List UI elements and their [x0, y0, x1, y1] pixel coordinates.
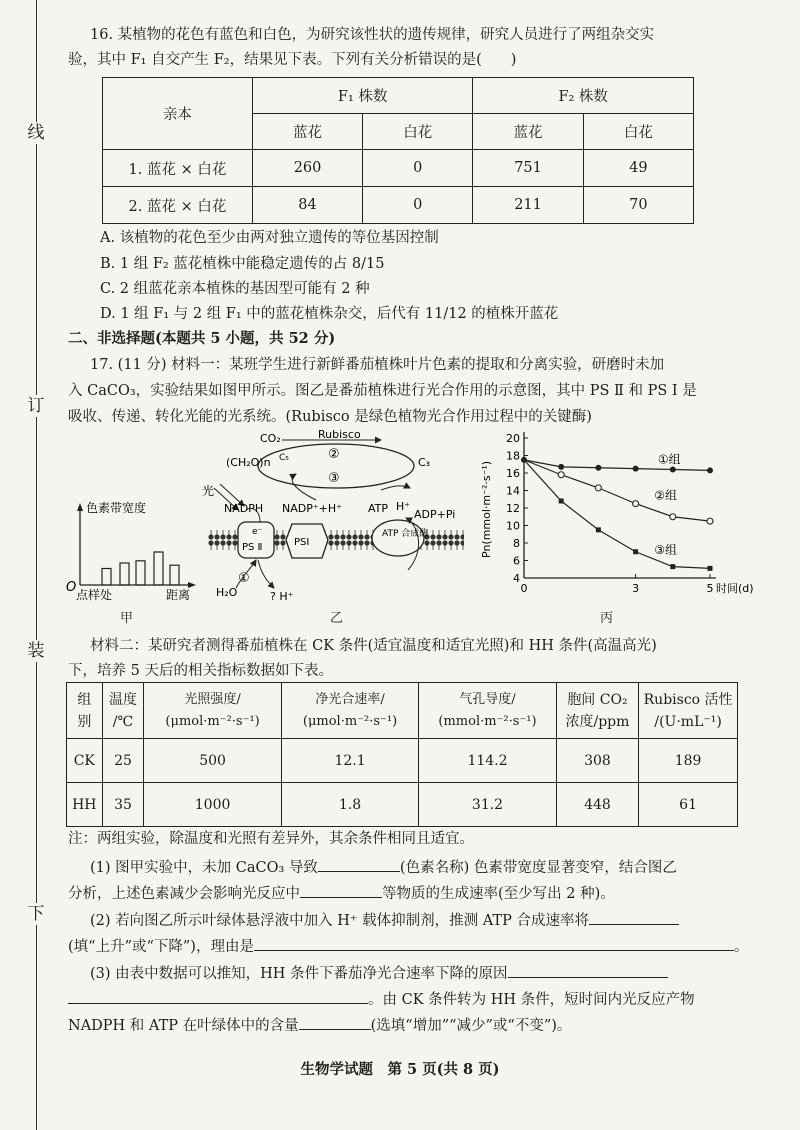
q17-sub2-blank-2[interactable]: [254, 935, 734, 951]
q16-head-f1-blue: 蓝花: [252, 114, 362, 150]
table-cell: 308: [556, 739, 638, 783]
q17-sub1-line2: [68, 882, 758, 904]
pigment-band-bar: [170, 565, 179, 585]
yi-ps2: PS Ⅱ: [242, 542, 263, 553]
data-point: [633, 549, 638, 554]
q17-sub2-blank-1[interactable]: [589, 909, 679, 925]
section2-title: 二、非选择题(本题共 5 小题，共 52 分): [68, 330, 336, 347]
table-cell: 2. 蓝花 × 白花: [103, 187, 253, 224]
q16-head-f1: F₁ 株数: [252, 78, 473, 114]
figure-jia-caption: 甲: [120, 611, 134, 626]
bing-y-tick-label: 16: [506, 467, 520, 480]
q16-head-f2: F₂ 株数: [473, 78, 694, 114]
header-line: /℃: [112, 713, 134, 730]
table-row: [103, 150, 694, 187]
jia-y-arrow: [77, 503, 83, 511]
table-header-cell: [67, 683, 103, 739]
table-cell: 70: [583, 187, 693, 224]
header-line: 气孔导度/: [459, 691, 516, 707]
q17-note: 注：两组实验，除温度和光照有差异外，其余条件相同且适宜。: [68, 831, 474, 847]
header-line: 别: [77, 713, 92, 730]
series-label-2: ②组: [654, 488, 677, 503]
table-cell: 114.2: [419, 739, 556, 783]
table-cell: 61: [639, 783, 738, 827]
table-header-row: [67, 683, 738, 739]
figure-jia: [66, 495, 206, 605]
q17-sub3-text-c: NADPH 和 ATP 在叶绿体中的含量: [68, 1018, 299, 1034]
header-line: Rubisco 活性: [643, 691, 733, 708]
q17-material2-line1: 材料二：某研究者测得番茄植株在 CK 条件(适宜温度和适宜光照)和 HH 条件(高温高光): [90, 638, 657, 654]
series-line-1: [524, 460, 710, 471]
table-cell: HH: [67, 783, 103, 827]
q17-sub1-blank-1[interactable]: [318, 856, 400, 872]
bing-x-tick-label: 5: [706, 582, 714, 595]
bing-y-tick-label: 20: [506, 432, 520, 445]
bing-xlabel: 时间(d): [716, 582, 754, 595]
q17-sub3-text-d: (选填“增加”“减少”或“不变”)。: [370, 1018, 572, 1034]
q17-sub2-text-b: (填“上升”或“下降”)，理由是: [68, 939, 254, 955]
yi-c3: C₃: [418, 456, 431, 469]
header-line: 温度: [108, 691, 137, 708]
yi-e-minus: e⁻: [252, 527, 263, 537]
q17-material1-line1: 17. (11 分) 材料一：某班学生进行新鲜番茄植株叶片色素的提取和分离实验，研磨时未加: [90, 357, 665, 373]
yi-co2: CO₂: [260, 432, 281, 445]
table-row: [103, 187, 694, 224]
data-point: [708, 566, 713, 571]
figure-yi-caption: 乙: [330, 611, 344, 626]
header-line: 净光合速率/: [315, 691, 385, 707]
yi-step-1: ①: [238, 571, 250, 586]
table-cell: 751: [473, 150, 583, 187]
q17-sub2-line1: [90, 909, 780, 931]
table-cell: 1000: [144, 783, 281, 827]
q17-sub2-text-a: (2) 若向图乙所示叶绿体悬浮液中加入 H⁺ 载体抑制剂，推测 ATP 合成速率将: [90, 913, 589, 929]
q17-sub3-line1: [90, 962, 780, 984]
table-row: [67, 783, 738, 827]
q17-sub1-text-d: 等物质的生成速率(至少写出 2 种)。: [382, 886, 615, 902]
q17-sub3-line3: [68, 1014, 758, 1036]
bing-y-tick-label: 18: [506, 449, 520, 463]
table-cell: 0: [363, 150, 473, 187]
header-line: (μmol·m⁻²·s⁻¹): [165, 713, 260, 729]
table-cell: 448: [556, 783, 638, 827]
q16-option-d: D. 1 组 F₁ 与 2 组 F₁ 中的蓝花植株杂交，后代有 11/12 的植株开蓝花: [100, 306, 559, 322]
data-point: [558, 472, 564, 478]
q16-head-parent: 亲本: [103, 78, 253, 150]
yi-nadph: NADPH: [224, 502, 264, 515]
q17-sub3-blank-2[interactable]: [68, 988, 368, 1004]
yi-ch2o: (CH₂O)n: [226, 456, 271, 469]
table-header-cell: [281, 683, 418, 739]
table-cell: 1. 蓝花 × 白花: [103, 150, 253, 187]
series-label-1: ①组: [657, 452, 681, 467]
bing-y-tick-label: 10: [506, 519, 520, 533]
data-point: [558, 464, 564, 470]
yi-adp: ADP+Pi: [414, 508, 456, 521]
q17-material2-line2: 下，培养 5 天后的相关指标数据如下表。: [68, 663, 333, 679]
series-line-3: [524, 460, 710, 569]
table-header-cell: [419, 683, 556, 739]
pigment-band-bar: [136, 561, 145, 585]
table-cell: 31.2: [419, 783, 556, 827]
table-cell: 0: [363, 187, 473, 224]
margin-char-xian: 线: [27, 123, 45, 143]
q17-sub3-text-a: (3) 由表中数据可以推知，HH 条件下番茄净光合速率下降的原因: [90, 966, 508, 982]
yi-h2o: H₂O: [216, 586, 238, 599]
margin-char-zhuang: 装: [27, 641, 45, 661]
q17-sub3-blank-3[interactable]: [299, 1014, 371, 1030]
figure-bing-chart: [478, 428, 754, 608]
q17-sub1-line1: [90, 856, 780, 878]
bing-ylabel: Pn(mmol·m⁻²·s⁻¹): [480, 460, 493, 558]
header-line: 胞间 CO₂: [567, 691, 628, 708]
q17-sub1-blank-2[interactable]: [300, 882, 382, 898]
yi-cycle-2: ②: [328, 447, 340, 462]
table-header-cell: [556, 683, 638, 739]
header-line: (μmol·m⁻²·s⁻¹): [302, 713, 398, 729]
margin-char-ding: 订: [27, 396, 45, 416]
q17-sub1-text-c: 分析，上述色素减少会影响光反应中: [68, 886, 300, 902]
q16-table: [102, 77, 694, 224]
yi-c5: C₅: [279, 453, 289, 463]
pigment-band-bar: [154, 552, 163, 585]
bing-x-tick-label: 3: [632, 582, 640, 595]
table-cell: 260: [252, 150, 362, 187]
q17-sub2-line2: [68, 935, 758, 957]
q16-head-f1-white: 白花: [363, 114, 473, 150]
jia-origin: O: [66, 580, 77, 595]
table-cell: 35: [102, 783, 144, 827]
bing-y-tick-label: 12: [506, 502, 520, 515]
q17-table: [66, 682, 738, 827]
table-cell: 49: [583, 150, 693, 187]
figure-yi: [196, 430, 476, 610]
bing-x-tick-label: 0: [520, 582, 528, 595]
data-point: [595, 465, 601, 471]
data-point: [707, 467, 713, 473]
q16-head-f2-white: 白花: [583, 114, 693, 150]
series-label-3: ③组: [654, 542, 677, 557]
pigment-band-bar: [102, 569, 111, 586]
jia-xlabel-left: 点样处: [76, 588, 113, 602]
yi-atp: ATP: [368, 502, 389, 515]
table-header-cell: [144, 683, 281, 739]
jia-ylabel: 色素带宽度: [86, 501, 147, 515]
data-point: [595, 485, 601, 491]
q17-sub3-line2: [68, 988, 758, 1010]
table-cell: 84: [252, 187, 362, 224]
table-cell: 12.1: [281, 739, 418, 783]
q17-sub3-text-b: 。由 CK 条件转为 HH 条件，短时间内光反应产物: [368, 992, 695, 1008]
atp-cycle-arrow: [381, 486, 410, 490]
q17-material1-line3: 吸收、传递、转化光能的光系统。(Rubisco 是绿色植物光合作用过程中的关键酶): [68, 409, 592, 425]
table-cell: 500: [144, 739, 281, 783]
q17-sub3-blank-1[interactable]: [508, 962, 668, 978]
table-cell: CK: [67, 739, 103, 783]
q16-head-f2-blue: 蓝花: [473, 114, 583, 150]
q16-option-c: C. 2 组蓝花亲本植株的基因型可能有 2 种: [100, 281, 370, 297]
yi-q-h: ? H⁺: [270, 590, 294, 603]
data-point: [633, 501, 639, 507]
pigment-band-bar: [120, 563, 129, 585]
table-header-cell: [102, 683, 144, 739]
header-line: 光照强度/: [184, 691, 241, 707]
yi-rubisco: Rubisco: [318, 428, 361, 441]
table-cell: 189: [639, 739, 738, 783]
header-line: /(U·mL⁻¹): [654, 713, 722, 730]
jia-xlabel-right: 距离: [166, 588, 191, 602]
yi-nadp: NADP⁺+H⁺: [282, 502, 342, 515]
table-row: [67, 739, 738, 783]
header-line: (mmol·m⁻²·s⁻¹): [438, 713, 537, 729]
table-cell: 25: [102, 739, 144, 783]
q17-sub1-text-a: (1) 图甲实验中，未加 CaCO₃ 导致: [90, 860, 318, 876]
q16-option-a: A. 该植物的花色至少由两对独立遗传的等位基因控制: [100, 230, 439, 246]
q17-material1-line2: 入 CaCO₃，实验结果如图甲所示。图乙是番茄植株进行光合作用的示意图，其中 PS Ⅱ 和 PS Ⅰ 是: [68, 383, 697, 399]
data-point: [670, 467, 676, 473]
table-header-cell: [639, 683, 738, 739]
bing-y-tick-label: 14: [506, 484, 520, 498]
data-point: [670, 564, 675, 569]
yi-h-plus: H⁺: [396, 500, 411, 513]
binding-line: [36, 0, 37, 1130]
yi-atp-enzyme: ATP 合成酶: [382, 529, 429, 539]
q16-stem-line2: 验，其中 F₁ 自交产生 F₂，结果见下表。下列有关分析错误的是( ): [68, 52, 517, 68]
table-cell: 211: [473, 187, 583, 224]
header-line: 浓度/ppm: [565, 713, 630, 730]
bing-y-tick-label: 4: [513, 572, 520, 585]
yi-light: 光: [202, 484, 215, 498]
bing-y-tick-label: 8: [513, 537, 520, 550]
data-point: [596, 527, 601, 532]
q16-option-b: B. 1 组 F₂ 蓝花植株中能稳定遗传的占 8/15: [100, 256, 385, 272]
yi-ps1: PSⅠ: [294, 537, 310, 548]
figure-bing-caption: 丙: [600, 611, 614, 626]
table-cell: 1.8: [281, 783, 418, 827]
q17-sub1-text-b: (色素名称) 色素带宽度显著变窄，结合图乙: [399, 860, 677, 876]
header-line: 组: [77, 691, 92, 708]
yi-cycle-3: ③: [328, 471, 340, 486]
data-point: [670, 514, 676, 520]
data-point: [707, 518, 713, 524]
h-release-arrow: [258, 560, 274, 588]
page-footer: 生物学试题 第 5 页(共 8 页): [300, 1061, 500, 1078]
data-point: [559, 499, 564, 504]
bing-y-tick-label: 6: [513, 554, 520, 568]
margin-char-xia: 下: [27, 904, 45, 924]
data-point: [633, 466, 639, 472]
q16-stem-line1: 16. 某植物的花色有蓝色和白色，为研究该性状的遗传规律，研究人员进行了两组杂交实: [90, 27, 655, 43]
q17-sub2-end: 。: [733, 939, 749, 955]
